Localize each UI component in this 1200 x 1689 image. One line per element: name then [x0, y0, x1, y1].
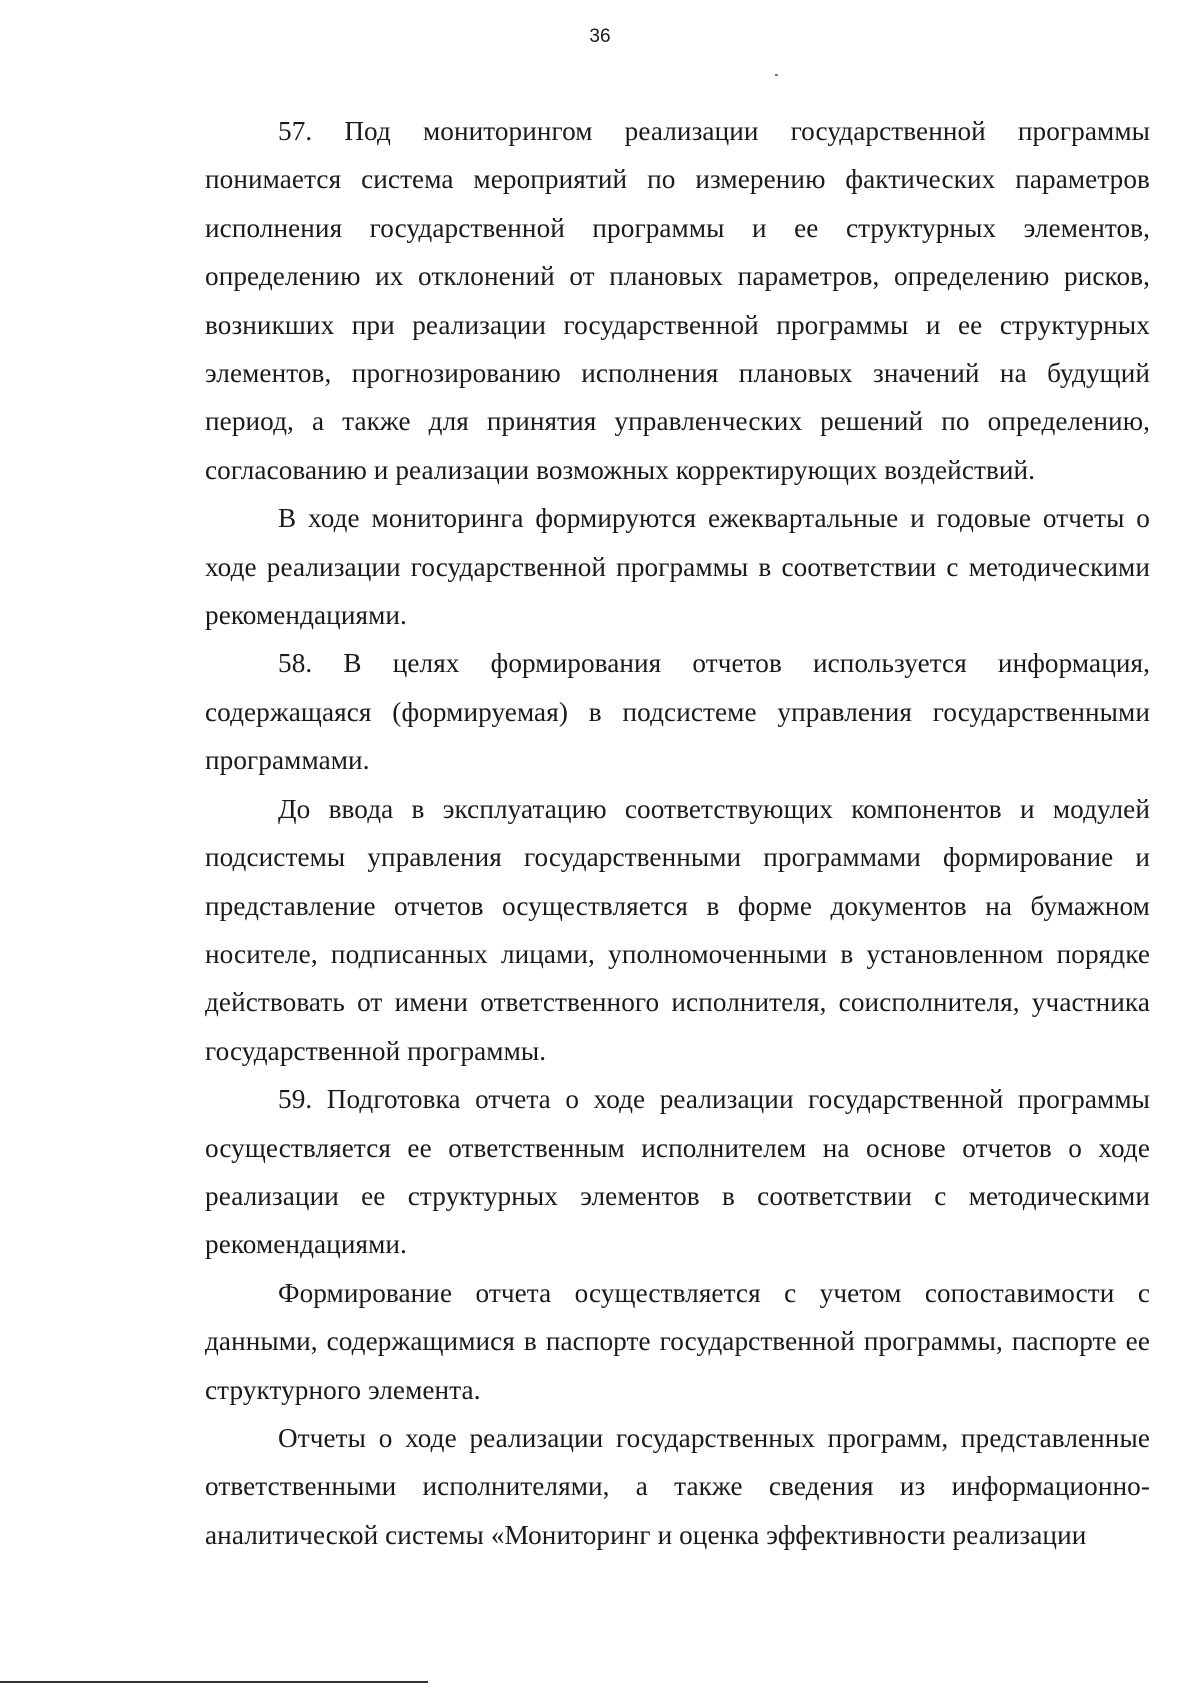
scan-mark	[775, 74, 778, 76]
paragraph-59: 59. Подготовка отчета о ходе реализации государственной программы осуществляется ее ответственным исполнителем на основе отчетов о ходе реализации ее структурных элементов в соответствии с методическими рекомендациями.	[205, 1084, 1150, 1260]
paragraph-monitoring-reports: В ходе мониторинга формируются ежеквартальные и годовые отчеты о ходе реализации государственной программы в соответствии с методическими рекомендациями.	[205, 503, 1150, 631]
document-body	[205, 107, 1150, 1559]
page-number: 36	[589, 26, 611, 47]
bottom-rule	[0, 1681, 428, 1683]
paragraph-57: 57. Под мониторингом реализации государственной программы понимается система мероприятий по измерению фактических параметров исполнения государственной программы и ее структурных элементов, определению их отклонений от плановых параметров, определению рисков, возникших при реализации государственной программы и ее структурных элементов, прогнозированию исполнения плановых значений на будущий период, а также для принятия управленческих решений по определению, согласованию и реализации возможных корректирующих воздействий.	[205, 116, 1150, 485]
paragraph-program-reports: Отчеты о ходе реализации государственных программ, представленные ответственными исполнителями, а также сведения из информационно-аналитической системы «Мониторинг и оценка эффективности реализации	[205, 1422, 1150, 1550]
paragraph-report-comparability: Формирование отчета осуществляется с учетом сопоставимости с данными, содержащимися в паспорте государственной программы, паспорте ее структурного элемента.	[205, 1277, 1150, 1405]
paragraph-58: 58. В целях формирования отчетов используется информация, содержащаяся (формируемая) в подсистеме управления государственными программами.	[205, 648, 1150, 776]
paragraph-paper-reports: До ввода в эксплуатацию соответствующих компонентов и модулей подсистемы управления государственными программами формирование и представление отчетов осуществляется в форме документов на бумажном носителе, подписанных лицами, уполномоченными в установленном порядке действовать от имени ответственного исполнителя, соисполнителя, участника государственной программы.	[205, 793, 1150, 1066]
